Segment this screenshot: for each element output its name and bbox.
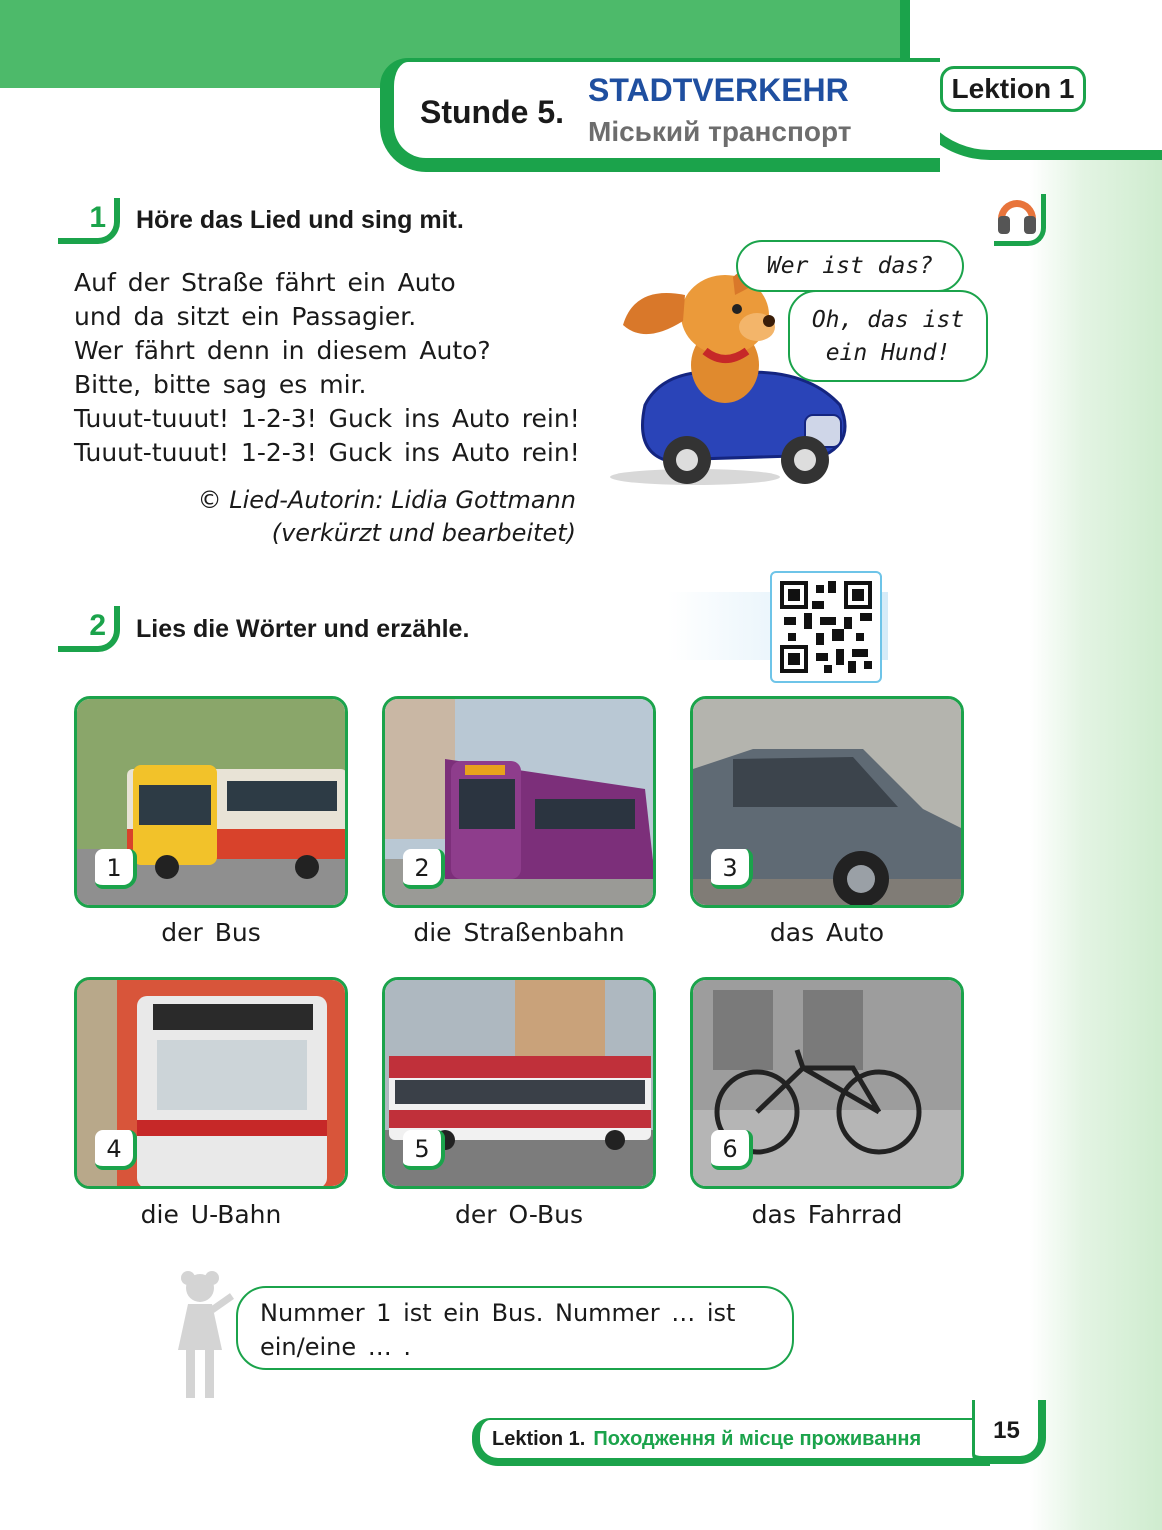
credit-note: (verkürzt und bearbeitet) [271, 519, 576, 547]
photo-bicycle [690, 977, 964, 1189]
speech-bubble-question: Wer ist das? [736, 240, 964, 292]
song-line: Auf der Straße fährt ein Auto [74, 268, 456, 297]
song-line: Tuuut-tuuut! 1-2-3! Guck ins Auto rein! [74, 438, 580, 467]
side-decoration-band [1030, 0, 1162, 1530]
headphones-icon[interactable] [994, 194, 1046, 246]
bubble-answer-line: Oh, das ist [811, 307, 965, 333]
page-number: 15 [972, 1400, 1046, 1464]
word-caption: das Auto [769, 918, 885, 947]
item-number: 6 [711, 1130, 753, 1170]
item-number: 5 [403, 1130, 445, 1170]
item-number: 3 [711, 849, 753, 889]
song-lyrics [74, 266, 594, 470]
footer-lektion: Lektion 1. [492, 1427, 586, 1450]
page-title: STADTVERKEHR [588, 72, 849, 108]
task-1-instruction: Höre das Lied und sing mit. [136, 206, 464, 234]
girl-figure [160, 1270, 240, 1400]
song-credit [176, 484, 576, 550]
word-caption: die U-Bahn [140, 1200, 282, 1229]
credit-author: © Lied-Autorin: Lidia Gottmann [197, 486, 576, 514]
photo-trolleybus [382, 977, 656, 1189]
page-footer [472, 1418, 990, 1466]
song-line: Wer fährt denn in diesem Auto? [74, 336, 491, 365]
word-caption: der O-Bus [455, 1200, 583, 1229]
photo-bus [74, 696, 348, 908]
speech-line: ein/eine … . [260, 1333, 412, 1361]
song-line: Bitte, bitte sag es mir. [74, 370, 367, 399]
task-number-1: 1 [58, 198, 120, 244]
photo-tram [382, 696, 656, 908]
word-caption: das Fahrrad [751, 1200, 903, 1229]
page-subtitle: Міський транспорт [588, 116, 852, 147]
photo-subway [74, 977, 348, 1189]
bubble-answer-line: ein Hund! [825, 340, 951, 366]
item-number: 1 [95, 849, 137, 889]
task-2-instruction: Lies die Wörter und erzähle. [136, 615, 470, 643]
word-caption: die Straßenbahn [413, 918, 625, 947]
word-caption: der Bus [161, 918, 261, 947]
footer-title: Походження й місце проживання [593, 1427, 922, 1450]
example-speech-bubble [236, 1286, 794, 1370]
item-number: 2 [403, 849, 445, 889]
speech-bubble-answer [788, 290, 988, 382]
speech-line: Nummer 1 ist ein Bus. Nummer … ist [260, 1299, 736, 1327]
song-line: Tuuut-tuuut! 1-2-3! Guck ins Auto rein! [74, 404, 580, 433]
lesson-number: Stunde 5. [420, 94, 565, 130]
task-number-2: 2 [58, 606, 120, 652]
photo-car [690, 696, 964, 908]
qr-code-icon[interactable] [770, 571, 882, 683]
lektion-badge: Lektion 1 [940, 66, 1086, 112]
item-number: 4 [95, 1130, 137, 1170]
song-line: und da sitzt ein Passagier. [74, 302, 417, 331]
